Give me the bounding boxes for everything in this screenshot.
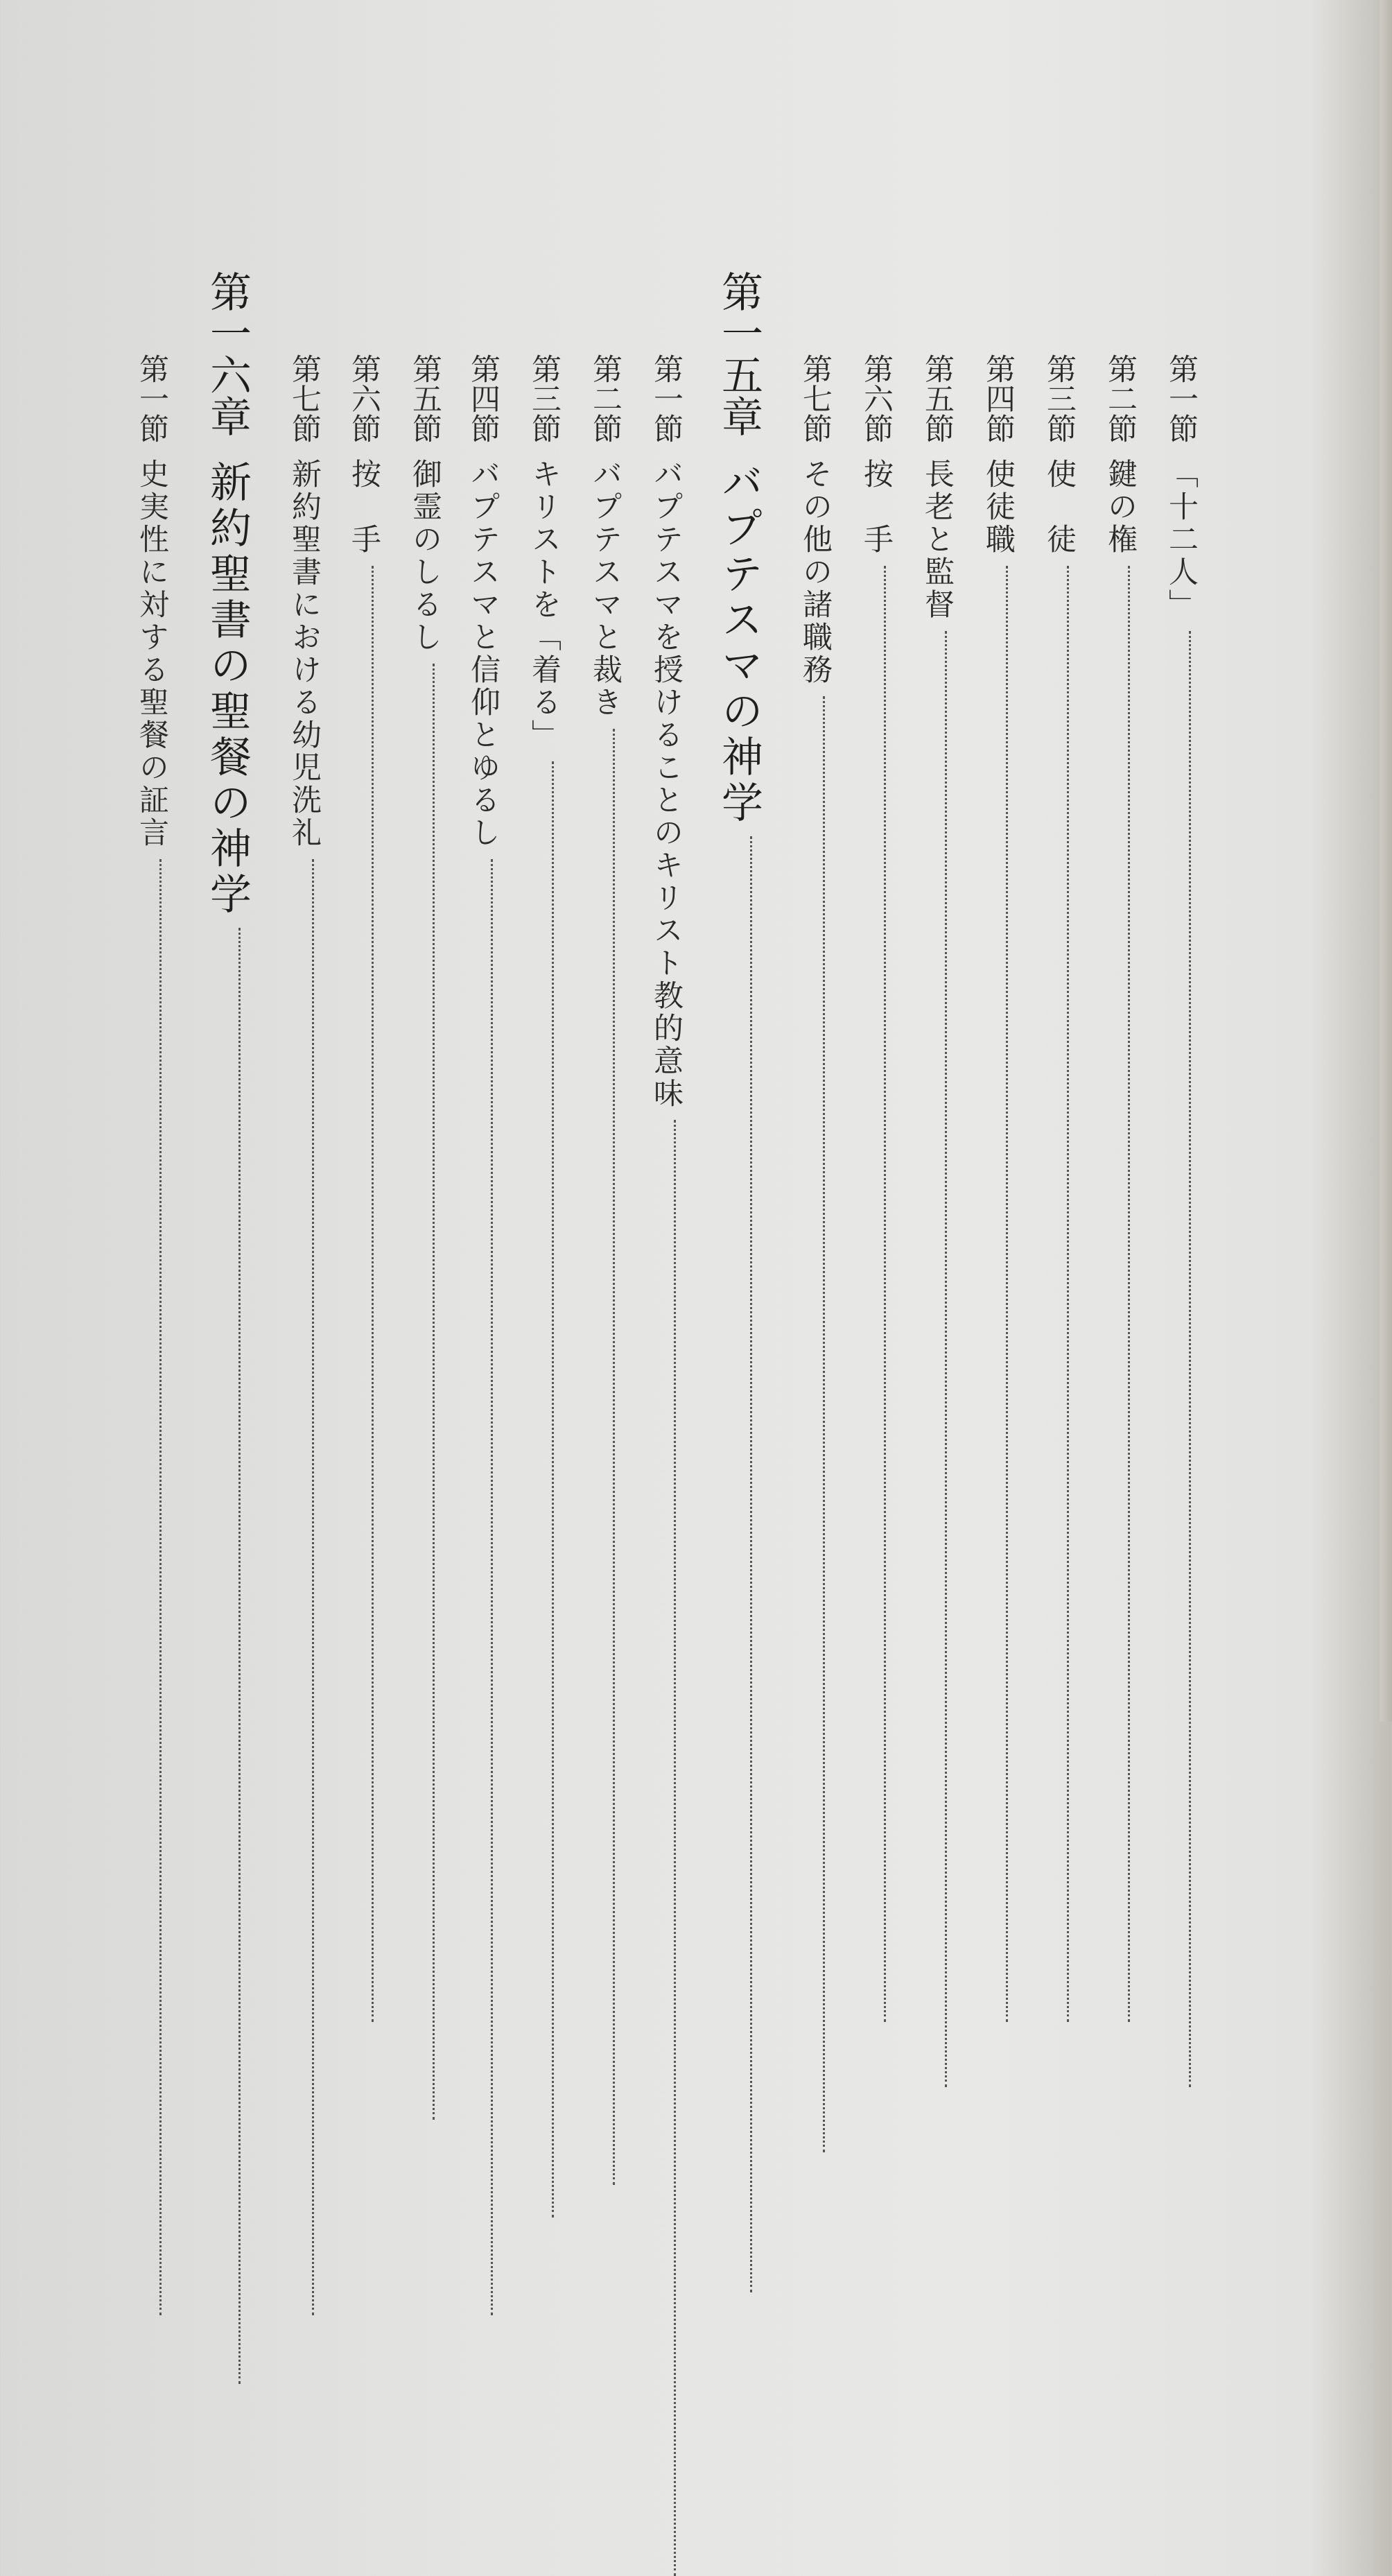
section-number: 第六節 [859, 354, 894, 443]
section-number: 第六節 [347, 354, 381, 443]
dot-leader [595, 729, 615, 2185]
section-number: 第三節 [527, 354, 562, 443]
dot-leader [806, 696, 825, 2152]
section-number: 第四節 [466, 354, 501, 443]
toc-entry [344, 354, 379, 1722]
dot-leader [354, 566, 374, 2022]
section-number: 第四節 [981, 354, 1016, 443]
section-number: 第五節 [920, 354, 955, 443]
section-title: 御霊のしるし [408, 458, 442, 654]
toc-entry [856, 354, 894, 1722]
section-number: 第一節 [649, 354, 684, 443]
dot-leader [656, 1120, 676, 2576]
toc-chapter [713, 270, 763, 1722]
toc-entry [405, 354, 440, 1722]
dot-leader [1172, 631, 1191, 2087]
section-title: 按 手 [347, 458, 381, 556]
section-number: 第七節 [798, 354, 833, 443]
section-title: 新約聖書における幼児洗礼 [287, 458, 322, 849]
toc-entry [795, 354, 833, 1722]
section-number: 第三節 [1042, 354, 1077, 443]
dot-leader [534, 761, 554, 2218]
section-title: 長老と監督 [920, 458, 955, 621]
dot-leader [1050, 566, 1069, 2022]
dot-leader [928, 631, 947, 2087]
dot-leader [989, 566, 1008, 2022]
section-title: その他の諸職務 [798, 458, 833, 686]
chapter-title: バプテスマの神学 [715, 460, 763, 827]
toc-entry [284, 354, 322, 1722]
section-number: 第一節 [1164, 354, 1199, 443]
dot-leader [1111, 566, 1130, 2022]
dot-leader [473, 859, 493, 2315]
section-title: 史実性に対する聖餐の証言 [134, 458, 169, 849]
dot-leader [215, 928, 241, 2384]
section-number: 第五節 [408, 354, 442, 443]
section-title: バプテスマを授けることのキリスト教的意味 [649, 458, 684, 1110]
section-title: 按 手 [859, 458, 894, 556]
section-number: 第七節 [287, 354, 322, 443]
toc-entry [132, 354, 169, 1722]
chapter-number: 第一五章 [715, 270, 763, 437]
section-title: キリストを「着る」 [527, 458, 562, 752]
dot-leader [295, 859, 314, 2315]
toc-entry [585, 354, 623, 1722]
section-title: 鍵の権 [1103, 458, 1138, 556]
section-number: 第二節 [1103, 354, 1138, 443]
toc-entry [463, 354, 501, 1722]
dot-leader [415, 664, 435, 2120]
section-number: 第一節 [134, 354, 169, 443]
toc-entry [1100, 354, 1138, 1722]
toc-entry [524, 354, 562, 1722]
toc-entry [646, 354, 684, 1722]
dot-leader [867, 566, 886, 2022]
chapter-number: 第一六章 [203, 270, 252, 437]
toc-entry [917, 354, 955, 1722]
section-number: 第二節 [588, 354, 623, 443]
section-title: バプテスマと信仰とゆるし [466, 458, 501, 849]
section-title: 使 徒 [1042, 458, 1077, 556]
dot-leader [727, 836, 752, 2292]
chapter-title: 新約聖書の聖餐の神学 [203, 460, 252, 918]
section-title: バプテスマと裁き [588, 458, 623, 719]
section-title: 使徒職 [981, 458, 1016, 556]
toc-entry [978, 354, 1016, 1722]
toc-entry [1161, 354, 1199, 1722]
toc-entry [1039, 354, 1077, 1722]
dot-leader [142, 859, 162, 2315]
section-title: 「十二人」 [1164, 458, 1199, 621]
toc-chapter [201, 270, 252, 1722]
